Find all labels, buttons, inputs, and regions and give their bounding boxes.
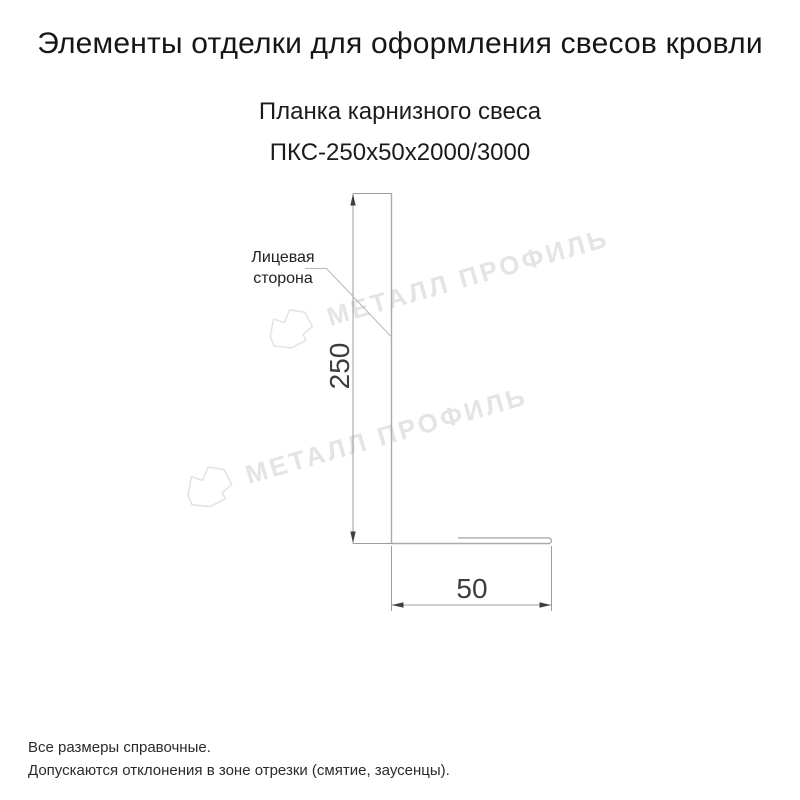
face-side-label-line2: сторона bbox=[253, 270, 313, 287]
footnotes bbox=[28, 736, 450, 782]
footnote-line1: Все размеры справочные. bbox=[28, 739, 211, 756]
face-side-label-line1: Лицевая bbox=[251, 249, 315, 266]
watermark-text: МЕТАЛЛ ПРОФИЛЬ bbox=[241, 379, 531, 490]
dimension-label-height: 250 bbox=[324, 342, 355, 390]
product-code: ПКС-250х50х2000/3000 bbox=[269, 139, 531, 166]
page-title: Элементы отделки для оформления свесов кровли bbox=[37, 27, 763, 60]
dimension-label-width: 50 bbox=[456, 573, 488, 604]
arrow-down-icon bbox=[350, 532, 355, 544]
watermark-text: МЕТАЛЛ ПРОФИЛЬ bbox=[323, 222, 613, 332]
footnote-line2: Допускаются отклонения в зоне отрезки (смятие, заусенцы). bbox=[28, 762, 450, 779]
face-side-label bbox=[243, 247, 323, 289]
arrow-left-icon bbox=[392, 602, 404, 607]
arrow-up-icon bbox=[350, 194, 355, 206]
profile-flange-line bbox=[392, 538, 552, 544]
product-name: Планка карнизного свеса bbox=[258, 98, 542, 125]
arrow-right-icon bbox=[540, 602, 552, 607]
